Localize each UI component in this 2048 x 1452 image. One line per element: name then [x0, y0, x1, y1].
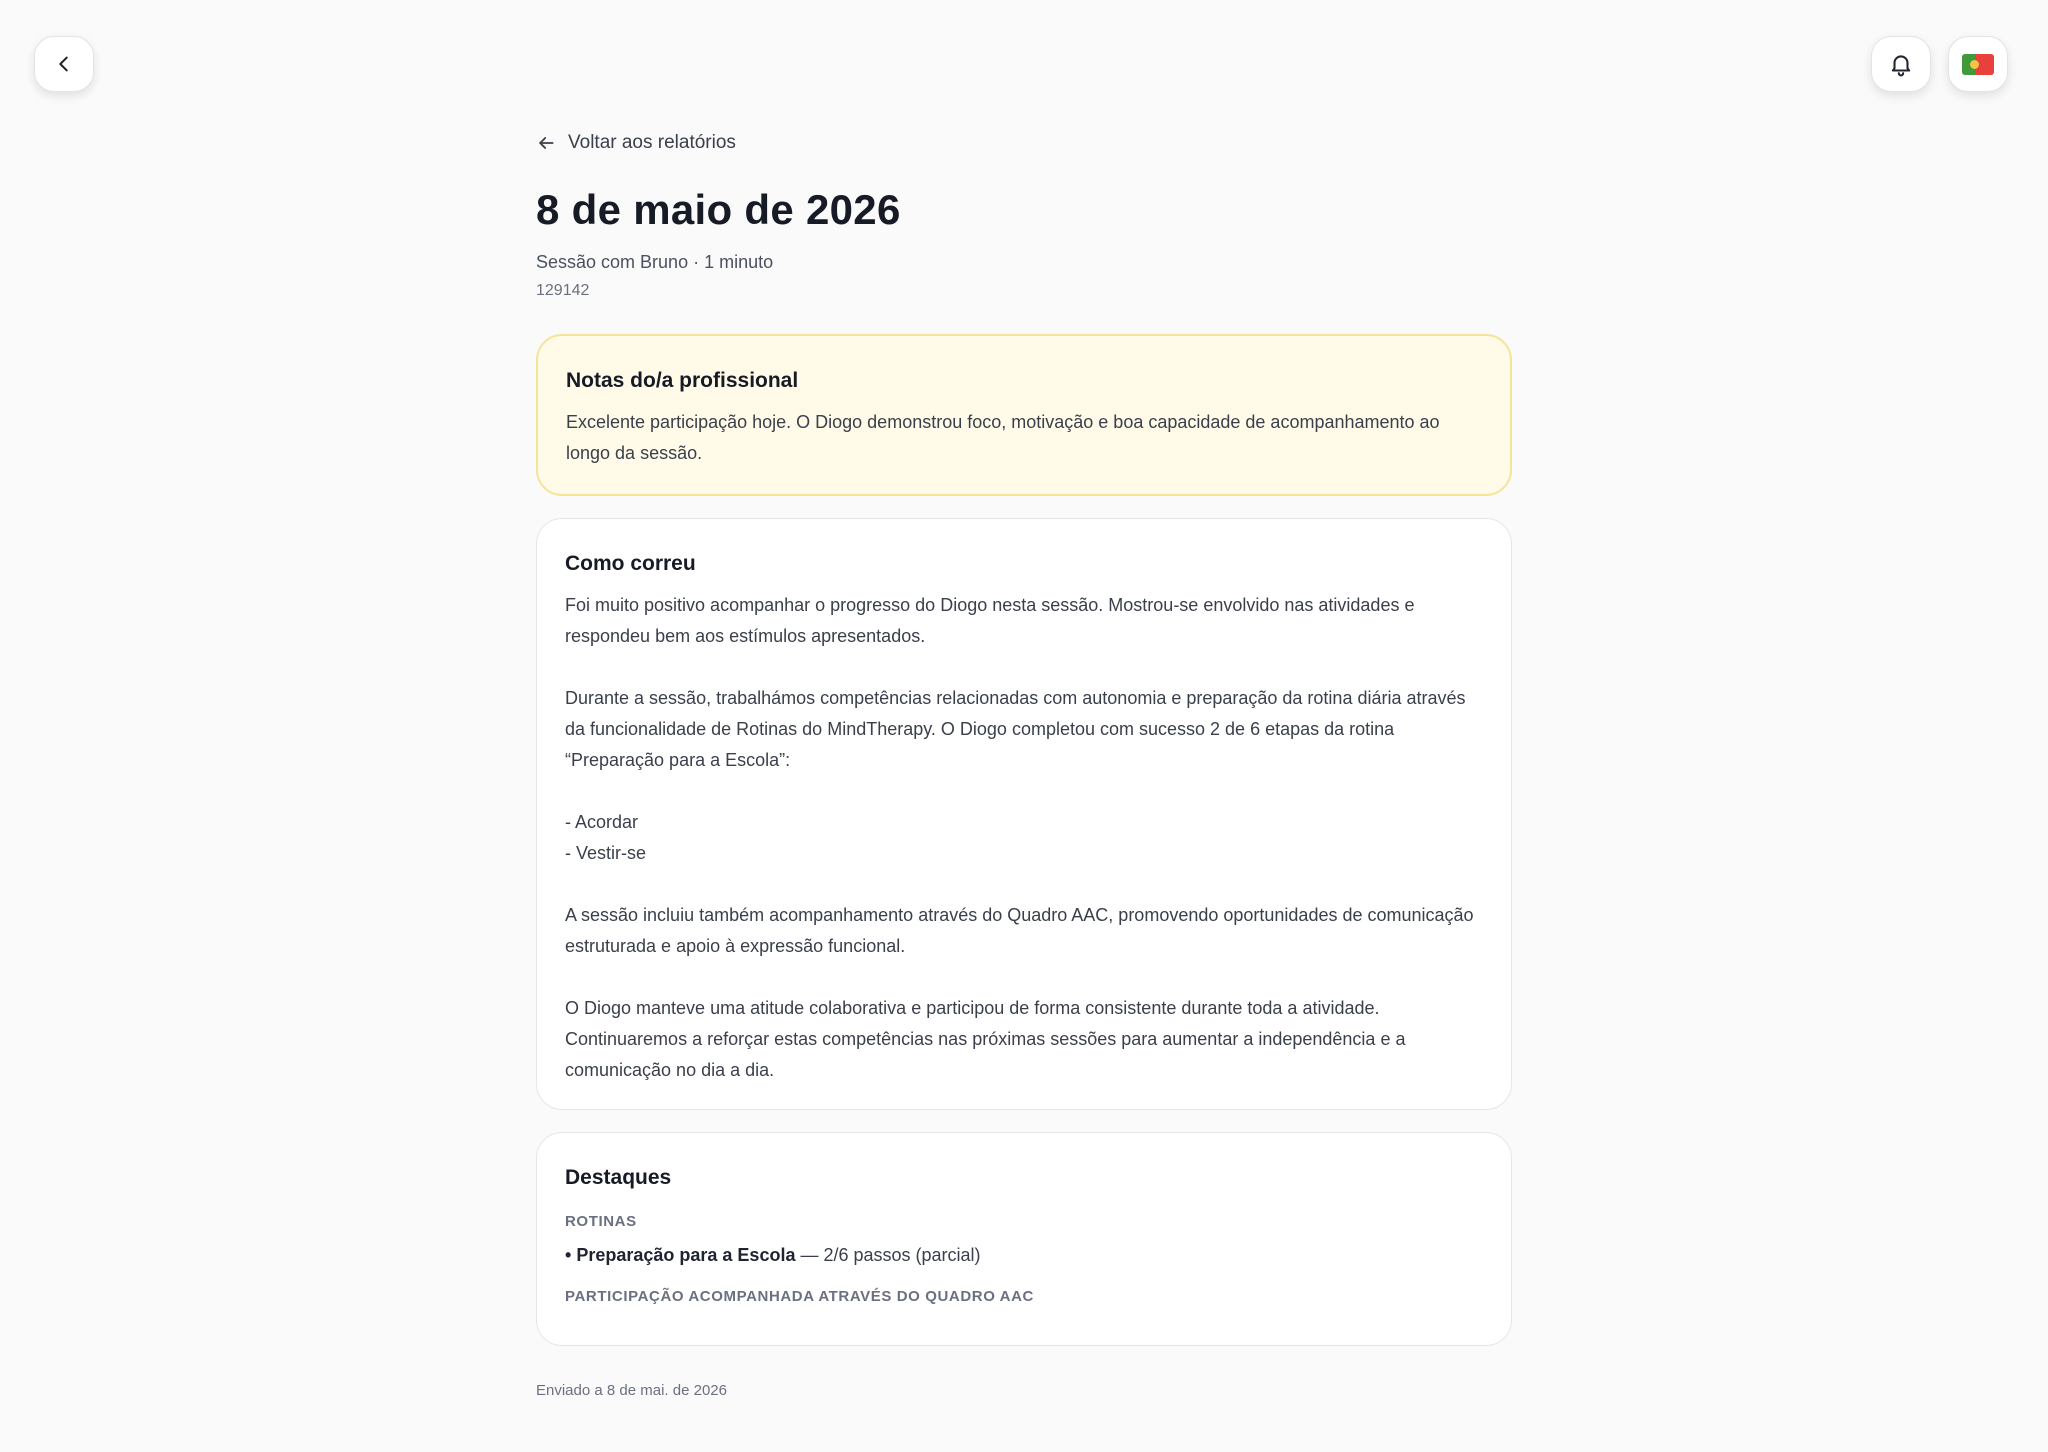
- chevron-left-icon: [53, 53, 75, 75]
- notes-text: Excelente participação hoje. O Diogo demonstrou foco, motivação e boa capacidade de acompanhamento ao longo da sessão.: [566, 412, 1440, 463]
- session-id: 129142: [536, 282, 590, 299]
- back-button[interactable]: [34, 36, 94, 92]
- report-content: [536, 126, 1512, 1402]
- routine-progress: — 2/6 passos (parcial): [800, 1245, 981, 1265]
- arrow-left-icon: [536, 133, 556, 153]
- professional-notes-card: [536, 334, 1512, 496]
- notes-title: Notas do/a profissional: [566, 369, 799, 392]
- how-it-went-text: Foi muito positivo acompanhar o progresso do Diogo nesta sessão. Mostrou-se envolvido nas atividades e respondeu bem aos estímulos apresentados. Durante a sessão, trabalhámos competências relacionadas com autonomia e preparação da rotina diária através da funcionalidade de Rotinas do MindTherapy. O Diogo completou com sucesso 2 de 6 etapas da rotina “Preparação para a Escola”: - Acordar - Vestir-se A sessão incluiu também acompanhamento através do Quadro AAC, promovendo oportunidades de comunicação estruturada e apoio à expressão funcional. O Diogo manteve uma atitude colaborativa e participou de forma consistente durante toda a atividade. Continuaremos a reforçar estas competências nas próximas sessões para aumentar a independência e a comunicação no dia a dia.: [565, 595, 1474, 1080]
- back-to-reports-link[interactable]: [536, 126, 736, 160]
- highlights-title: Destaques: [565, 1166, 672, 1189]
- portugal-flag-icon: [1962, 54, 1994, 75]
- how-it-went-card: [536, 518, 1512, 1110]
- routine-name: Preparação para a Escola: [576, 1245, 796, 1265]
- routine-item: [565, 1242, 1483, 1268]
- routines-label: ROTINAS: [565, 1213, 637, 1230]
- highlights-card: [536, 1132, 1512, 1346]
- language-button[interactable]: [1948, 36, 2008, 92]
- back-to-reports-label: Voltar aos relatórios: [568, 132, 736, 153]
- notifications-button[interactable]: [1871, 36, 1931, 92]
- aac-participation-label: PARTICIPAÇÃO ACOMPANHADA ATRAVÉS DO QUADRO AAC: [565, 1288, 1034, 1305]
- sent-date: Enviado a 8 de mai. de 2026: [536, 1382, 727, 1399]
- bell-icon: [1888, 51, 1914, 77]
- how-it-went-title: Como correu: [565, 552, 696, 575]
- routine-bullet: •: [565, 1245, 572, 1265]
- page-title: 8 de maio de 2026: [536, 186, 901, 233]
- session-subtitle: Sessão com Bruno · 1 minuto: [536, 252, 774, 272]
